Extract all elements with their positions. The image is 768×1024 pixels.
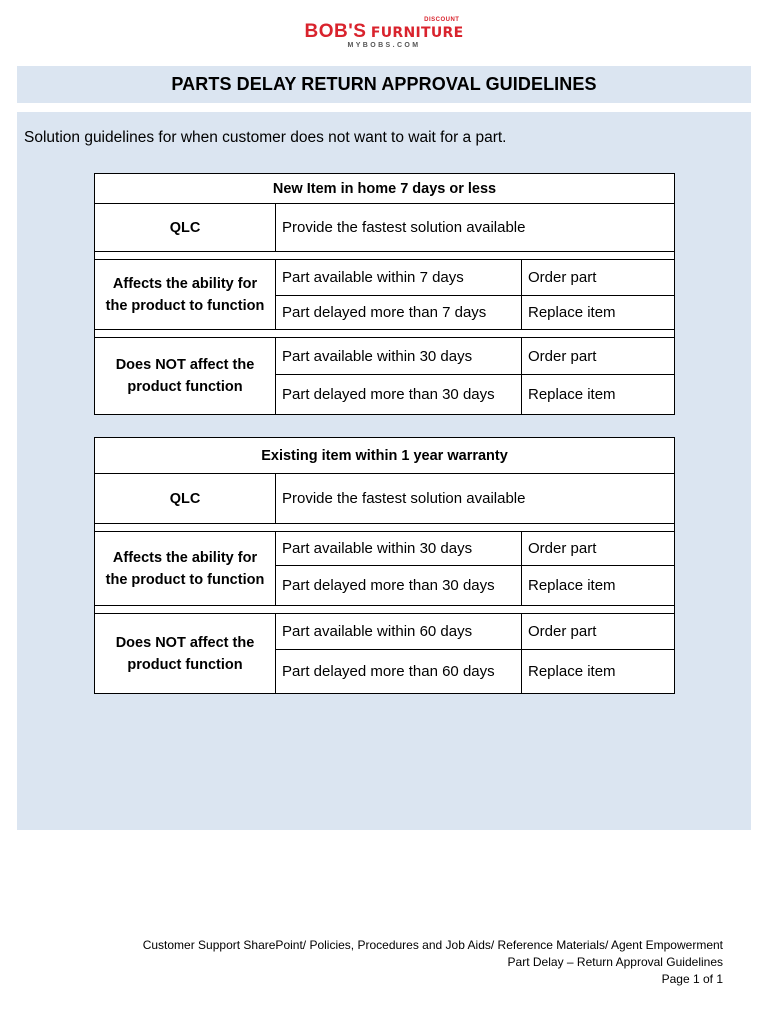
title-bar	[17, 66, 751, 103]
condition-cell: Part delayed more than 7 days	[276, 296, 522, 330]
page-footer	[143, 937, 723, 988]
qlc-label: QLC	[95, 204, 276, 252]
qlc-text: Provide the fastest solution available	[276, 474, 675, 524]
intro-text: Solution guidelines for when customer does not want to wait for a part.	[24, 129, 507, 146]
logo-furniture-text: FURNITURE	[370, 25, 464, 41]
row-gap	[95, 252, 675, 260]
footer-path: Customer Support SharePoint/ Policies, Procedures and Job Aids/ Reference Materials/ Agent Empowerment	[142, 938, 723, 952]
category-cell: Affects the ability for the product to function	[95, 532, 276, 606]
guideline-table-existing-item	[94, 437, 675, 694]
action-cell: Replace item	[522, 566, 675, 606]
condition-cell: Part delayed more than 30 days	[276, 566, 522, 606]
action-cell: Order part	[522, 532, 675, 566]
qlc-text: Provide the fastest solution available	[276, 204, 675, 252]
action-cell: Replace item	[522, 375, 675, 415]
qlc-label: QLC	[95, 474, 276, 524]
page-title: PARTS DELAY RETURN APPROVAL GUIDELINES	[171, 74, 597, 94]
condition-cell: Part delayed more than 30 days	[276, 375, 522, 415]
condition-cell: Part available within 7 days	[276, 260, 522, 296]
condition-cell: Part available within 60 days	[276, 614, 522, 650]
row-gap	[95, 524, 675, 532]
condition-cell: Part available within 30 days	[276, 338, 522, 375]
category-cell: Does NOT affect the product function	[95, 614, 276, 694]
category-cell: Affects the ability for the product to function	[95, 260, 276, 330]
row-gap	[95, 330, 675, 338]
logo-brand-text: BOB'S	[304, 21, 367, 42]
action-cell: Replace item	[522, 650, 675, 694]
logo-discount-text: DISCOUNT	[424, 17, 460, 23]
logo-site-text: MYBOBS.COM	[347, 42, 421, 49]
row-gap	[95, 606, 675, 614]
action-cell: Replace item	[522, 296, 675, 330]
condition-cell: Part available within 30 days	[276, 532, 522, 566]
footer-doc-title: Part Delay – Return Approval Guidelines	[507, 955, 723, 969]
guideline-table-new-item	[94, 173, 675, 415]
action-cell: Order part	[522, 614, 675, 650]
action-cell: Order part	[522, 338, 675, 375]
action-cell: Order part	[522, 260, 675, 296]
condition-cell: Part delayed more than 60 days	[276, 650, 522, 694]
table-header: New Item in home 7 days or less	[95, 174, 675, 204]
company-logo	[0, 17, 768, 52]
footer-page-number: Page 1 of 1	[661, 972, 723, 986]
table-header: Existing item within 1 year warranty	[95, 438, 675, 474]
category-cell: Does NOT affect the product function	[95, 338, 276, 415]
